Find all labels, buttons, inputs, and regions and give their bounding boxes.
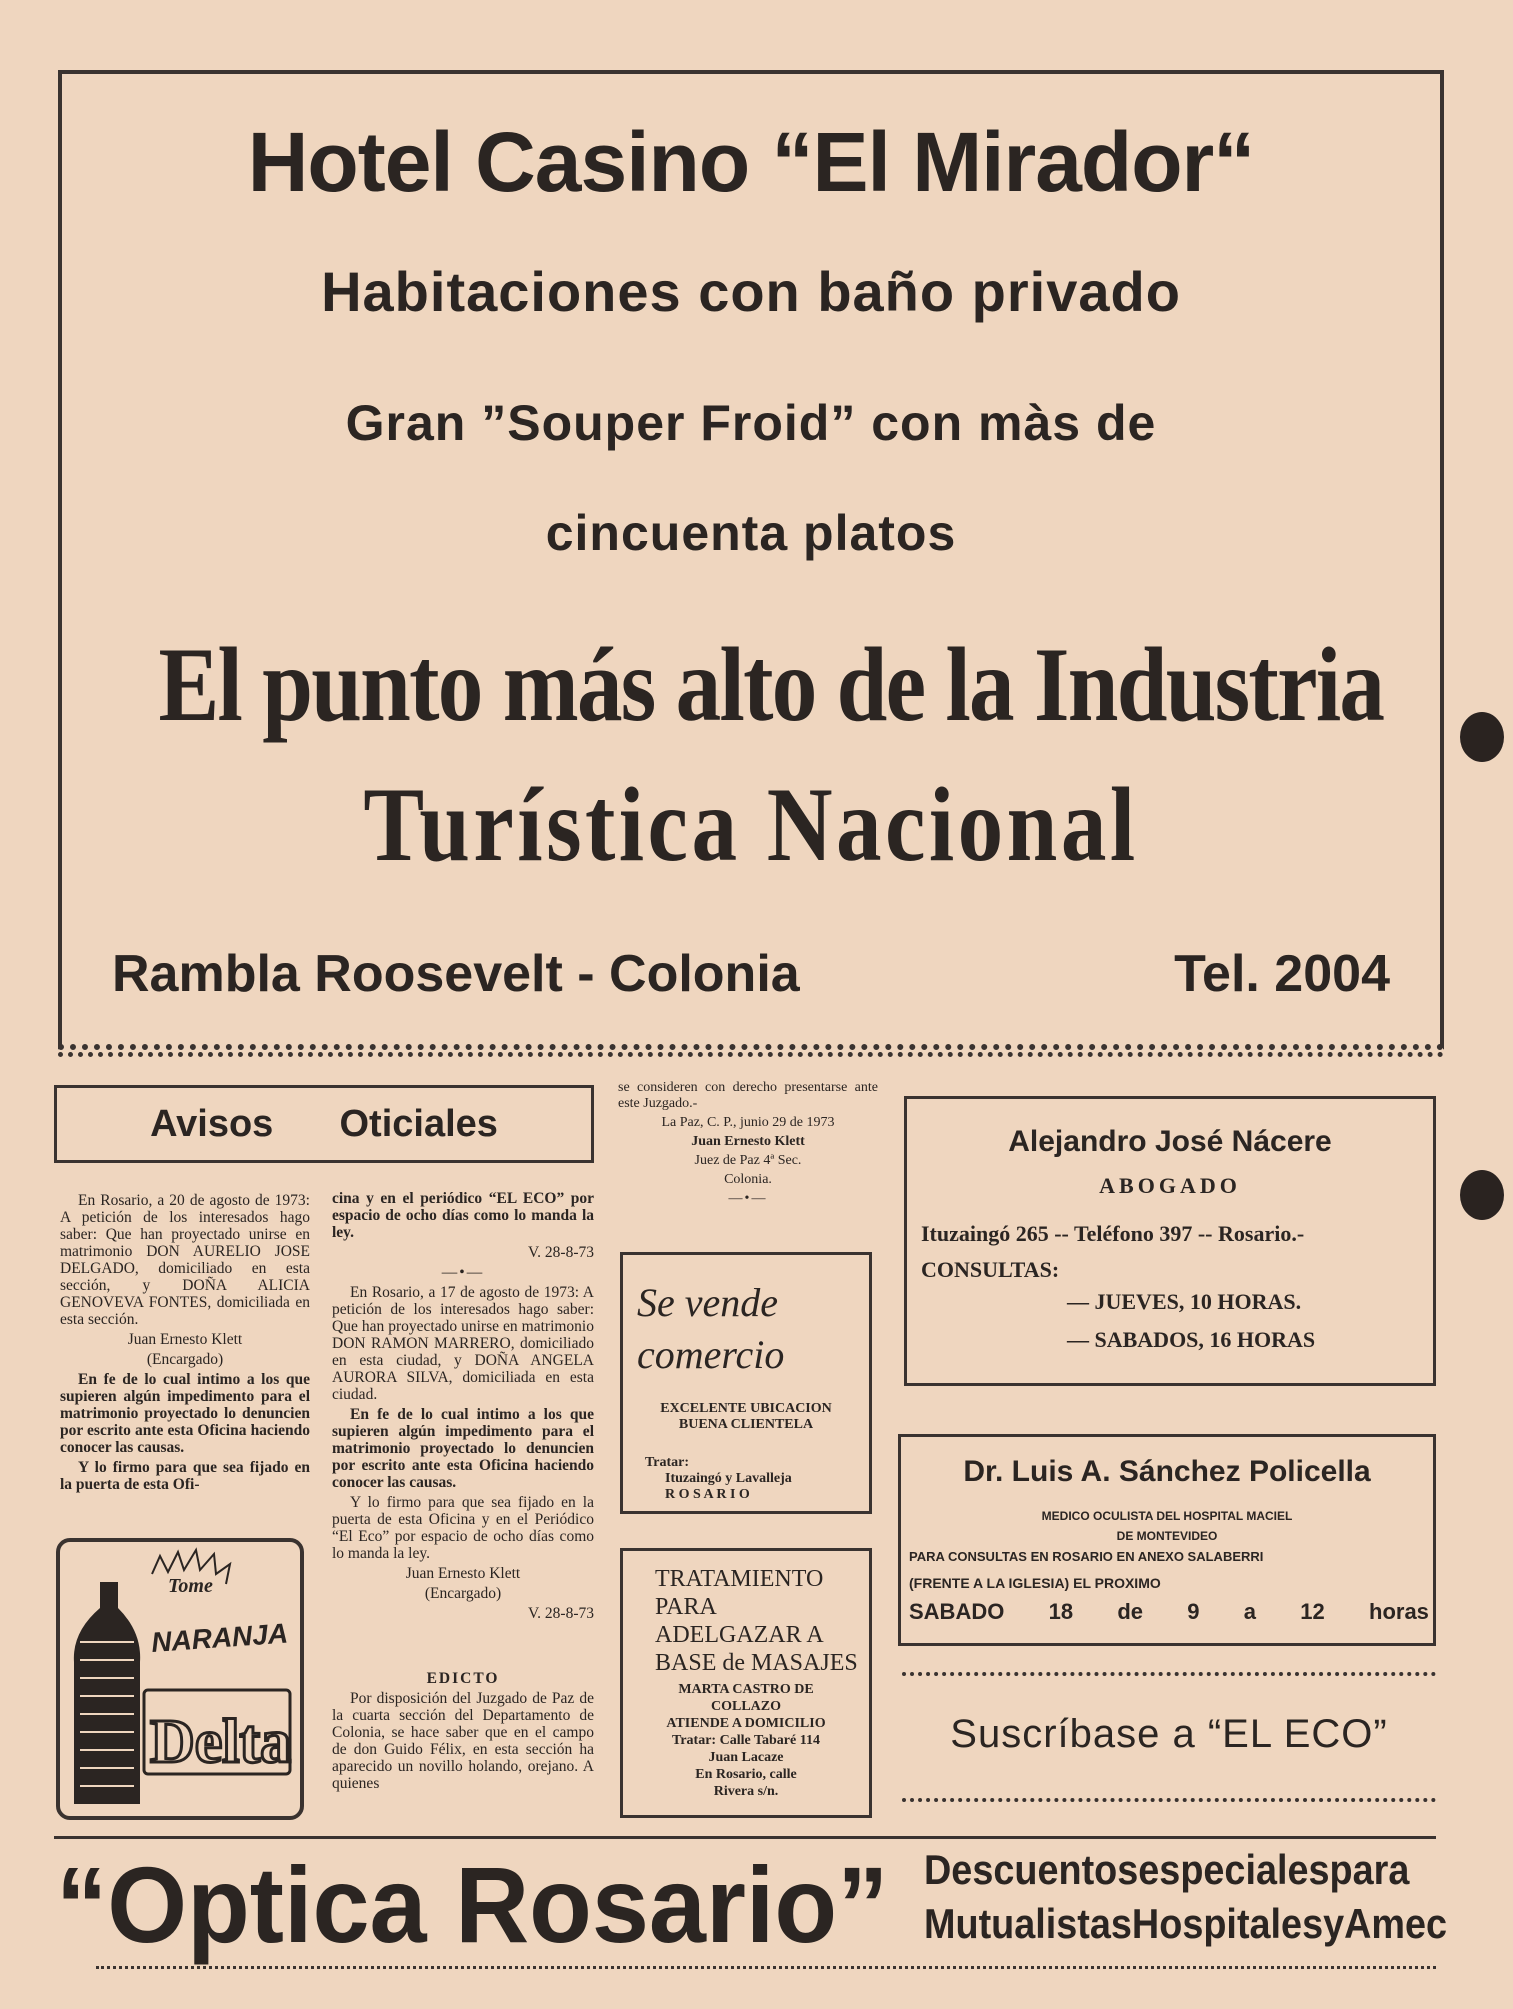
se-vende-details bbox=[623, 1401, 869, 1433]
aviso-1-closing: Y lo firmo para que sea fijado en la puerta de esta Ofi- bbox=[60, 1459, 310, 1493]
hotel-ad bbox=[58, 70, 1444, 1050]
doctor-schedule bbox=[909, 1599, 1429, 1625]
tratamiento-line-3: ATIENDE A DOMICILIO bbox=[666, 1716, 826, 1731]
aviso-2-signature: Juan Ernesto Klett bbox=[405, 1565, 521, 1582]
abogado-title: ABOGADO bbox=[1099, 1173, 1241, 1198]
se-vende-city: R O S A R I O bbox=[665, 1487, 750, 1502]
se-vende-title bbox=[637, 1277, 784, 1381]
aviso-2-date: V. 28-8-73 bbox=[527, 1605, 594, 1622]
doctor-line-3: PARA CONSULTAS EN ROSARIO EN ANEXO SALABERRI bbox=[909, 1549, 1264, 1564]
suscribase-text: Suscríbase a “EL ECO” bbox=[950, 1712, 1388, 1756]
aviso-1-intimation: En fe de lo cual intimo a los que supieren algún impedimento para el matrimonio proyectado lo denuncien por escrito ante esta Oficina haciendo conocer las causas. bbox=[60, 1371, 310, 1456]
aviso-1-body: En Rosario, a 20 de agosto de 1973: A petición de los interesados hago saber: Que han proyectado unirse en matrimonio DON AURELIO JOSE DELGADO, domiciliado en esta sección, y DOÑA ALICIA GENOVEVA FONTES, domiciliada en esta sección. bbox=[60, 1192, 310, 1328]
doctor-line-2: DE MONTEVIDEO bbox=[1116, 1529, 1218, 1543]
tratamiento-details bbox=[623, 1681, 869, 1800]
optica-discount-line-1 bbox=[924, 1846, 1410, 1894]
aviso-1-signature: Juan Ernesto Klett bbox=[127, 1331, 243, 1348]
edicto-signature: Juan Ernesto Klett bbox=[691, 1134, 805, 1149]
doctor-ad bbox=[898, 1434, 1436, 1646]
naranja-delta-ad bbox=[56, 1538, 304, 1820]
tratamiento-title-3: ADELGAZAR A bbox=[655, 1622, 824, 1648]
tratamiento-line-1: MARTA CASTRO DE bbox=[678, 1682, 814, 1697]
delta-naranja-text: NARANJA bbox=[150, 1617, 289, 1658]
aviso-1-date: V. 28-8-73 bbox=[527, 1244, 594, 1261]
se-vende-address: Ituzaingó y Lavalleja bbox=[665, 1471, 792, 1486]
avisos-column-2 bbox=[332, 1190, 594, 1625]
punch-hole-top bbox=[1460, 712, 1504, 762]
doctor-schedule-de: de bbox=[1117, 1599, 1144, 1624]
separator-dotted bbox=[58, 1052, 1444, 1057]
aviso-2-role: (Encargado) bbox=[424, 1585, 502, 1602]
aviso-2-closing: Y lo firmo para que sea fijado en la puerta de esta Oficina y en el Periódico “El Eco” por espacio de ocho días como lo manda la ley. bbox=[332, 1494, 594, 1562]
doctor-schedule-date: 18 bbox=[1048, 1599, 1074, 1624]
aviso-divider: —•— bbox=[441, 1264, 485, 1281]
edicto-body: Por disposición del Juzgado de Paz de la cuarta sección del Departamento de Colonia, se hace saber que en el campo de don Guido Félix, en esta sección ha aparecido un novillo holando, orejano. A quienes bbox=[332, 1690, 594, 1792]
se-vende-contact bbox=[645, 1455, 792, 1503]
se-vende-tratar: Tratar: bbox=[645, 1455, 690, 1470]
hotel-rooms-line: Habitaciones con baño privado bbox=[321, 260, 1181, 323]
tratamiento-title bbox=[655, 1565, 858, 1677]
optica-rosario-title: “Optica Rosario” bbox=[56, 1844, 889, 1965]
optica-d1-word-3: para bbox=[1329, 1846, 1410, 1893]
optica-d1-word-1: Descuentos bbox=[924, 1846, 1139, 1893]
se-vende-title-1: Se vende bbox=[637, 1280, 779, 1325]
hotel-address: Rambla Roosevelt - Colonia bbox=[112, 945, 800, 1003]
abogado-ad bbox=[904, 1096, 1436, 1386]
edicto-place: Colonia. bbox=[724, 1172, 772, 1187]
avisos-header-word-1: Avisos bbox=[150, 1102, 274, 1145]
tratamiento-title-4: BASE de MASAJES bbox=[655, 1650, 858, 1676]
avisos-header-word-2: Oticiales bbox=[339, 1102, 498, 1145]
hotel-title: Hotel Casino “El Mirador“ bbox=[247, 115, 1255, 209]
edicto-column bbox=[332, 1670, 594, 1795]
tratamiento-line-6: En Rosario, calle bbox=[695, 1767, 797, 1782]
abogado-hours-1: — JUEVES, 10 HORAS. bbox=[1067, 1289, 1302, 1314]
doctor-schedule-start: 9 bbox=[1187, 1599, 1200, 1624]
avisos-header bbox=[54, 1085, 594, 1163]
doctor-schedule-a: a bbox=[1243, 1599, 1257, 1624]
tratamiento-line-2: COLLAZO bbox=[710, 1699, 781, 1714]
hotel-slogan-2: Turística Nacional bbox=[363, 766, 1139, 883]
se-vende-line-1: EXCELENTE UBICACION bbox=[660, 1401, 832, 1416]
tratamiento-ad bbox=[620, 1548, 872, 1818]
doctor-line-4: (FRENTE A LA IGLESIA) EL PROXIMO bbox=[909, 1575, 1161, 1591]
abogado-address: Ituzaingó 265 -- Teléfono 397 -- Rosario.- bbox=[921, 1221, 1305, 1246]
optica-d2-word-1: MutualistasHospitales bbox=[924, 1900, 1324, 1947]
hotel-telephone: Tel. 2004 bbox=[1174, 945, 1390, 1003]
delta-bottle-illustration bbox=[60, 1542, 300, 1816]
bottom-rule bbox=[54, 1836, 1436, 1839]
edicto-title: EDICTO bbox=[426, 1670, 500, 1687]
edicto-date: La Paz, C. P., junio 29 de 1973 bbox=[661, 1115, 835, 1130]
edicto-continuation-text: se consideren con derecho presentarse ante este Juzgado.- bbox=[618, 1080, 878, 1111]
tratamiento-line-5: Juan Lacaze bbox=[708, 1750, 784, 1765]
hotel-souper-line: Gran ”Souper Froid” con màs de bbox=[345, 395, 1157, 451]
aviso-2-intimation: En fe de lo cual intimo a los que supieren algún impedimento para el matrimonio proyectado lo denuncien por escrito ante esta Oficina haciendo conocer las causas. bbox=[332, 1406, 594, 1491]
abogado-name: Alejandro José Nácere bbox=[1008, 1125, 1332, 1158]
doctor-name: Dr. Luis A. Sánchez Policella bbox=[963, 1455, 1371, 1488]
tratamiento-title-2: PARA bbox=[655, 1594, 717, 1620]
doctor-schedule-horas: horas bbox=[1369, 1599, 1429, 1624]
se-vende-title-2: comercio bbox=[637, 1332, 785, 1377]
optica-d2-word-3: Amec bbox=[1344, 1900, 1448, 1947]
aviso-1-continuation: cina y en el periódico “EL ECO” por espacio de ocho días como lo manda la ley. bbox=[332, 1190, 594, 1241]
edicto-divider: —•— bbox=[728, 1191, 768, 1206]
tratamiento-line-4: Tratar: Calle Tabaré 114 bbox=[672, 1733, 820, 1748]
hotel-platos-line: cincuenta platos bbox=[545, 505, 957, 561]
hotel-slogan-1: El punto más alto de la Industria bbox=[158, 626, 1384, 743]
optica-d1-word-2: especiales bbox=[1138, 1846, 1330, 1893]
bottom-dotted-rule bbox=[96, 1966, 1436, 1969]
delta-brand-text: Delta bbox=[150, 1708, 292, 1776]
edicto-role: Juez de Paz 4ª Sec. bbox=[694, 1153, 802, 1168]
optica-d2-word-2: y bbox=[1323, 1900, 1345, 1947]
avisos-column-1 bbox=[60, 1192, 310, 1496]
delta-tome-text: Tome bbox=[168, 1575, 213, 1597]
punch-hole-bottom bbox=[1460, 1170, 1504, 1220]
doctor-line-1: MEDICO OCULISTA DEL HOSPITAL MACIEL bbox=[1041, 1509, 1293, 1523]
tratamiento-line-7: Rivera s/n. bbox=[713, 1784, 779, 1799]
aviso-2-body: En Rosario, a 17 de agosto de 1973: A petición de los interesados hago saber: Que han proyectado unirse en matrimonio DON RAMON MARRERO, domiciliado en esta ciudad, y DOÑA ANGELA AURORA SILVA, domiciliada en esta ciudad. bbox=[332, 1284, 594, 1403]
doctor-schedule-end: 12 bbox=[1300, 1599, 1325, 1624]
doctor-schedule-day: SABADO bbox=[909, 1599, 1005, 1624]
abogado-consultas-label: CONSULTAS: bbox=[921, 1257, 1060, 1282]
suscribase-ad bbox=[902, 1672, 1436, 1802]
abogado-hours-2: — SABADOS, 16 HORAS bbox=[1067, 1327, 1316, 1352]
aviso-1-role: (Encargado) bbox=[146, 1351, 224, 1368]
se-vende-ad bbox=[620, 1252, 872, 1514]
optica-discount-line-2 bbox=[924, 1900, 1448, 1948]
se-vende-line-2: BUENA CLIENTELA bbox=[678, 1417, 814, 1432]
tratamiento-title-1: TRATAMIENTO bbox=[655, 1566, 824, 1592]
edicto-continuation bbox=[618, 1080, 878, 1210]
